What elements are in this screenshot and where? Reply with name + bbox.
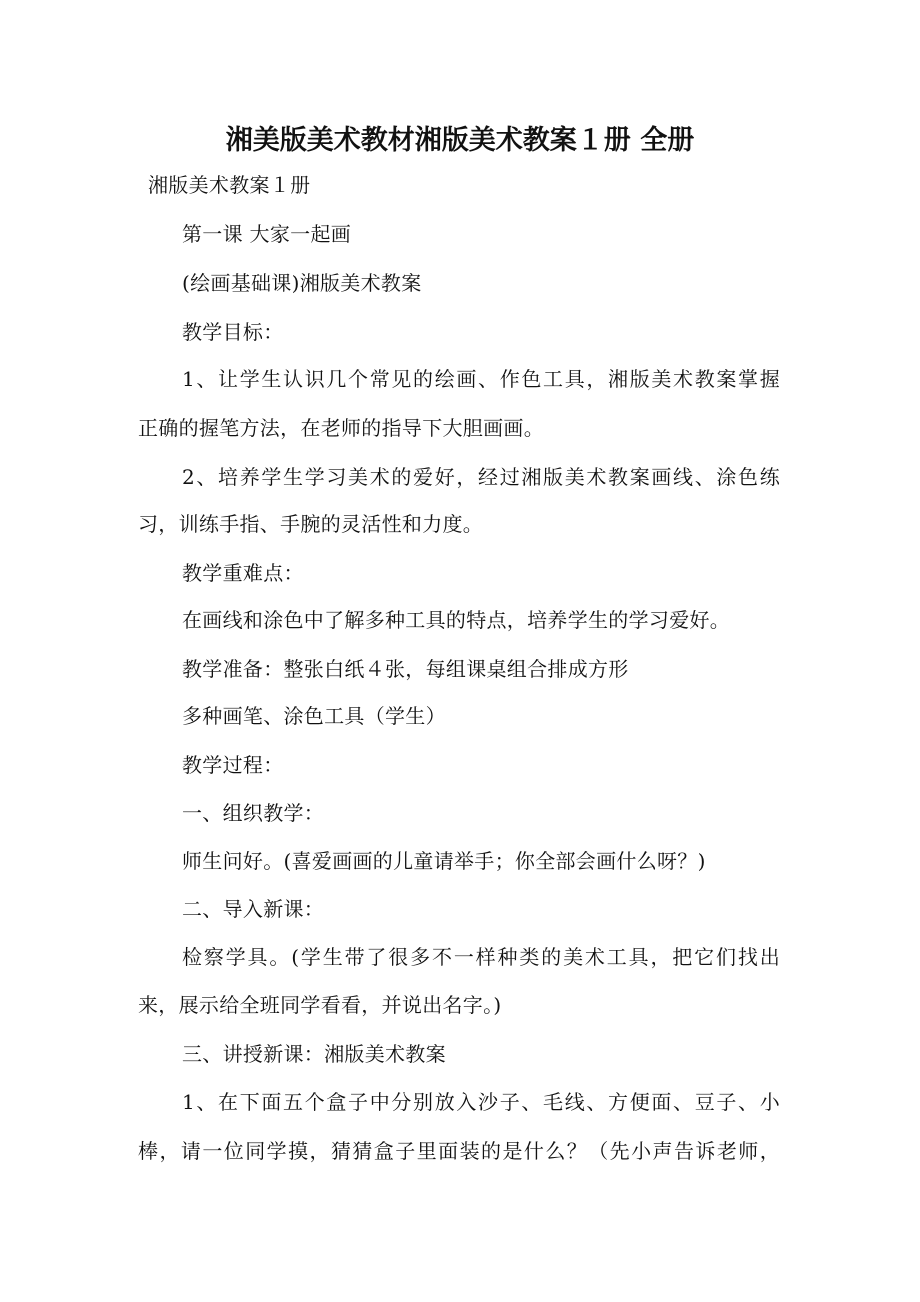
document-title: 湘美版美术教材湘版美术教案１册 全册 (225, 125, 695, 156)
lesson-heading: 第一课 大家一起画 (182, 222, 352, 246)
objective-1-line-2: 正确的握笔方法，在老师的指导下大胆画画。 (138, 416, 544, 440)
preparation-text: 教学准备：整张白纸４张，每组课桌组合排成方形 (182, 657, 629, 681)
step-3-text-line-1: 1、在下面五个盒子中分别放入沙子、毛线、方便面、豆子、小 (182, 1090, 780, 1114)
step-2-text-line-1: 检察学具。(学生带了很多不一样种类的美术工具，把它们找出 (182, 945, 780, 969)
key-points-text: 在画线和涂色中了解多种工具的特点，培养学生的学习爱好。 (182, 608, 731, 632)
objective-2-line-1: 2、培养学生学习美术的爱好，经过湘版美术教案画线、涂色练 (182, 465, 780, 489)
step-3-heading: 三、讲授新课：湘版美术教案 (182, 1042, 446, 1066)
section-heading-objectives: 教学目标： (182, 320, 284, 344)
step-2-heading: 二、导入新课： (182, 897, 325, 921)
section-heading-key-points: 教学重难点： (182, 561, 304, 585)
document-subtitle: 湘版美术教案１册 (148, 173, 311, 197)
objective-2-line-2: 习，训练手指、手腕的灵活性和力度。 (138, 512, 484, 536)
section-heading-process: 教学过程： (182, 753, 284, 777)
preparation-tools: 多种画笔、涂色工具（学生） (182, 704, 446, 728)
step-2-text-line-2: 来，展示给全班同学看看，并说出名字。) (138, 993, 502, 1017)
step-1-heading: 一、组织教学： (182, 801, 325, 825)
objective-1-line-1: 1、让学生认识几个常见的绘画、作色工具，湘版美术教案掌握 (182, 367, 780, 391)
lesson-type: (绘画基础课)湘版美术教案 (182, 271, 422, 295)
step-1-text: 师生问好。(喜爱画画的儿童请举手；你全部会画什么呀？) (182, 849, 706, 873)
step-3-text-line-2: 棒，请一位同学摸，猜猜盒子里面装的是什么？（先小声告诉老师， (138, 1139, 780, 1163)
